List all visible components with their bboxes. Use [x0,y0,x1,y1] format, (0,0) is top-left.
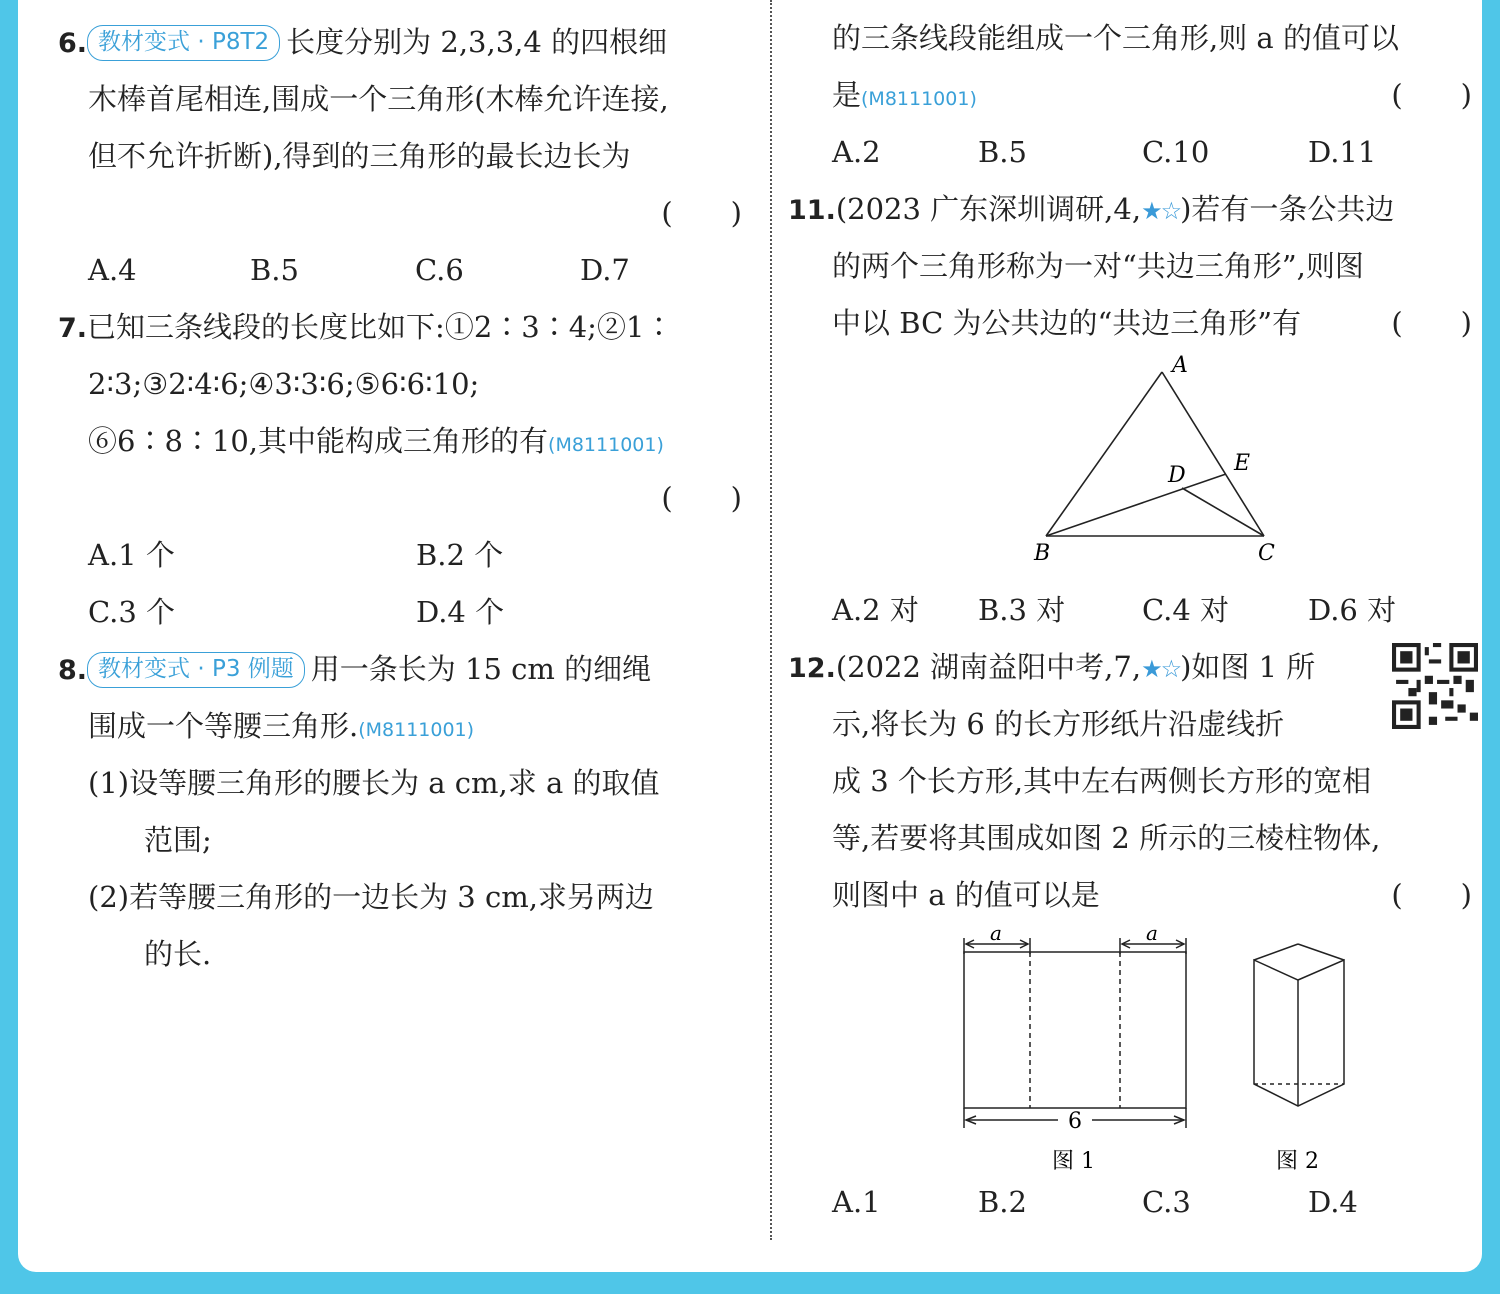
fig1-caption: 图 1 [1052,1149,1095,1174]
label-b: B [1034,541,1051,566]
rectangle-prism-figure [788,924,1478,1174]
q6-number: 6. [58,28,88,59]
q8-sub2-text-1: (2)若等腰三角形的一边长为 3 cm,求另两边 [88,880,654,914]
triangle-figure [788,352,1478,582]
q8-code: (M8111001) [358,719,475,741]
q11-options [788,582,1478,639]
q6-line-1 [58,14,748,71]
q7-text-3: ⑥6∶8∶10,其中能构成三角形的有 [88,424,549,458]
q6-answer-paren: ( ) [661,196,742,230]
q10-option-a: A.2 [832,135,881,169]
q12-option-d: D.4 [1308,1185,1358,1219]
segment-dc [1182,488,1264,536]
q8-text-2: 围成一个等腰三角形. [88,709,359,743]
worksheet-page [18,0,1482,1272]
q7-answer-line [58,470,748,527]
q11-figure [788,352,1478,582]
q10-option-b: B.5 [978,135,1027,169]
q12-text-1: )如图 1 所 [1180,650,1316,684]
q11-number: 11. [788,195,836,226]
q12-source: (2022 湖南益阳中考,7, [835,650,1142,684]
right-column [788,10,1478,1231]
fig1-label-a-right: a [1146,924,1158,945]
q10-text-2: 是 [832,78,862,112]
fig2-caption: 图 2 [1276,1149,1319,1174]
q12-answer-paren: ( ) [1391,878,1472,912]
q11-source: (2023 广东深圳调研,4, [835,192,1142,226]
q7-answer-paren: ( ) [661,481,742,515]
q6-option-a: A.4 [88,253,137,287]
left-column [58,14,748,983]
q7-text-1: 已知三条线段的长度比如下:①2∶3∶4;②1∶ [87,310,674,344]
difficulty-stars-icon: ★☆ [1141,655,1181,683]
column-divider [770,0,772,1240]
q12-number: 12. [788,653,836,684]
q6-option-c: C.6 [415,253,464,287]
q10-line-2 [788,67,1478,124]
label-d: D [1168,463,1186,488]
q10-option-c: C.10 [1142,135,1210,169]
q8-textbook-tag: 教材变式 · P3 例题 [87,652,305,688]
q6-text-3: 但不允许折断),得到的三角形的最长边长为 [88,139,631,173]
q12-block [788,639,1478,924]
q11-text-3: 中以 BC 为公共边的“共边三角形”有 [832,306,1302,340]
q12-option-c: C.3 [1142,1185,1191,1219]
q7-line-3 [58,413,748,470]
q11-text-2: 的两个三角形称为一对“共边三角形”,则图 [832,249,1364,283]
q10-text-1: 的三条线段能组成一个三角形,则 a 的值可以 [832,21,1399,55]
q7-options-row-2 [58,584,748,641]
q12-text-3: 成 3 个长方形,其中左右两侧长方形的宽相 [832,764,1372,798]
segment-be [1046,474,1226,536]
q10-option-d: D.11 [1308,135,1377,169]
q12-figures [788,924,1478,1174]
q12-text-4: 等,若要将其围成如图 2 所示的三棱柱物体, [832,821,1381,855]
q12-option-b: B.2 [978,1185,1027,1219]
q12-text-5: 则图中 a 的值可以是 [832,878,1100,912]
label-e: E [1234,451,1251,476]
q8-sub1-text-2: 范围; [144,823,212,857]
q10-options [788,124,1478,181]
q11-option-b: B.3 对 [978,593,1066,627]
q8-sub2-text-2: 的长. [144,937,212,971]
q6-textbook-tag: 教材变式 · P8T2 [87,25,280,61]
fig1-label-a-left: a [990,924,1002,945]
q7-option-c: C.3 个 [88,595,176,629]
q11-option-a: A.2 对 [832,593,919,627]
q6-answer-line [58,185,748,242]
q11-text-1: )若有一条公共边 [1180,192,1395,226]
q8-number: 8. [58,655,88,686]
q6-text-2: 木棒首尾相连,围成一个三角形(木棒允许连接, [88,82,669,116]
q11-option-d: D.6 对 [1308,593,1397,627]
q8-line-1 [58,641,748,698]
q7-line-1 [58,299,748,356]
q6-option-d: D.7 [580,253,630,287]
q8-line-2 [58,698,748,755]
q7-option-b: B.2 个 [416,538,504,572]
fig1-rectangle [964,952,1186,1108]
q7-number: 7. [58,313,88,344]
q11-answer-paren: ( ) [1391,306,1472,340]
difficulty-stars-icon: ★☆ [1141,197,1181,225]
q8-text-1: 用一条长为 15 cm 的细绳 [310,652,652,686]
q12-line-1 [788,639,1478,696]
q8-sub1-text-1: (1)设等腰三角形的腰长为 a cm,求 a 的取值 [88,766,660,800]
q12-option-a: A.1 [832,1185,881,1219]
q7-options-row-1 [58,527,748,584]
q11-line-1 [788,181,1478,238]
q6-option-b: B.5 [250,253,299,287]
q7-option-d: D.4 个 [416,595,505,629]
q6-options [58,242,748,299]
fig1-label-length: 6 [1068,1109,1082,1134]
q12-text-2: 示,将长为 6 的长方形纸片沿虚线折 [832,707,1285,741]
q11-line-3 [788,295,1478,352]
label-c: C [1258,541,1275,566]
q6-text-1: 长度分别为 2,3,3,4 的四根细 [286,25,668,59]
q12-options [788,1174,1478,1231]
q7-text-2: 2∶3;③2∶4∶6;④3∶3∶6;⑤6∶6∶10; [88,367,480,401]
fig2-prism [1254,960,1344,1106]
q7-code: (M8111001) [548,434,664,456]
q10-code: (M8111001) [861,88,977,110]
q10-answer-paren: ( ) [1391,78,1472,112]
q12-line-5 [788,867,1478,924]
q11-option-c: C.4 对 [1142,593,1230,627]
label-a: A [1172,353,1188,378]
q7-option-a: A.1 个 [88,538,175,572]
edge-ab [1046,372,1162,536]
